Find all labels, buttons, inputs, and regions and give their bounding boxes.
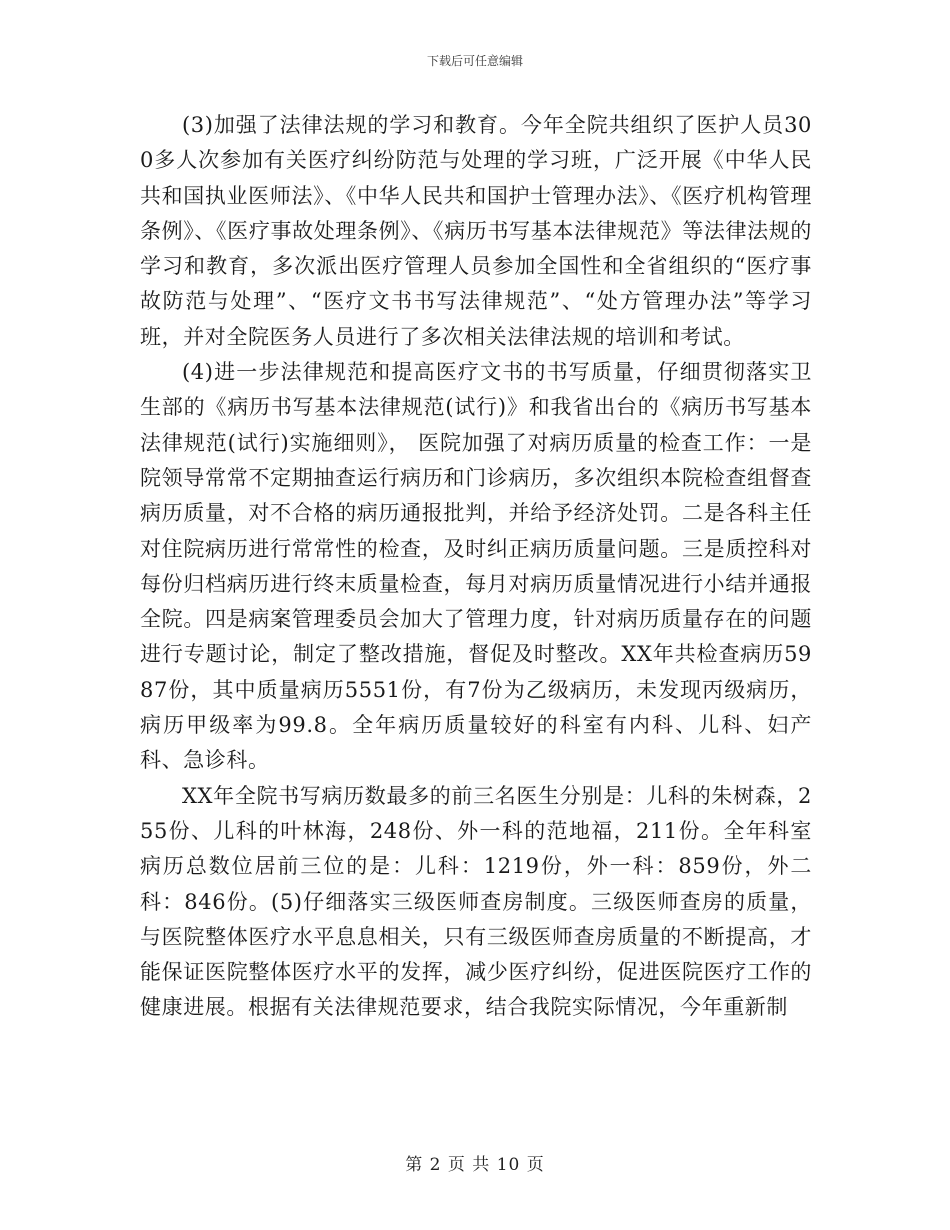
paragraph-medical-records-quality: (4)进一步法律规范和提高医疗文书的书写质量，仔细贯彻落实卫生部的《病历书写基本法律规范(试行)》和我省出台的《病历书写基本法律规范(试行)实施细则》， 医院加强了对病历质量的检查工作：一是院领导常常不定期抽查运行病历和门诊病历，多次组织本院检查组督查病历质量，对不合格的病历通报批判，并给予经济处罚。二是各科主任对住院病历进行常常性的检查，及时纠正病历质量问题。三是质控科对每份归档病历进行终末质量检查，每月对病历质量情况进行小结并通报全院。四是病案管理委员会加大了管理力度，针对病历质量存在的问题进行专题讨论，制定了整改措施，督促及时整改。XX年共检查病历5987份，其中质量病历5551份，有7份为乙级病历，未发现丙级病历，病历甲级率为99.8。全年病历质量较好的科室有内科、儿科、妇产科、急诊科。 bbox=[140, 360, 812, 773]
page-number-footer: 第 2 页 共 10 页 bbox=[405, 1155, 545, 1175]
document-body bbox=[140, 108, 812, 1026]
header-note: 下载后可任意编辑 bbox=[426, 54, 523, 68]
paragraph-ward-rounds: XX年全院书写病历数最多的前三名医生分别是：儿科的朱树森，255份、儿科的叶林海，248份、外一科的范地福，211份。全年科室病历总数位居前三位的是：儿科：1219份，外一科：859份，外二科：846份。(5)仔细落实三级医师查房制度。三级医师查房的质量，与医院整体医疗水平息息相关，只有三级医师查房质量的不断提高，才能保证医院整体医疗水平的发挥，减少医疗纠纷，促进医院医疗工作的健康进展。根据有关法律规范要求，结合我院实际情况，今年重新制 bbox=[140, 783, 812, 1020]
paragraph-legal-education: (3)加强了法律法规的学习和教育。今年全院共组织了医护人员300多人次参加有关医疗纠纷防范与处理的学习班，广泛开展《中华人民共和国执业医师法》、《中华人民共和国护士管理办法》、《医疗机构管理条例》、《医疗事故处理条例》、《病历书写基本法律规范》等法律法规的学习和教育，多次派出医疗管理人员参加全国性和全省组织的“医疗事故防范与处理”、“医疗文书书写法律规范”、“处方管理办法”等学习班，并对全院医务人员进行了多次相关法律法规的培训和考试。 bbox=[140, 113, 812, 349]
